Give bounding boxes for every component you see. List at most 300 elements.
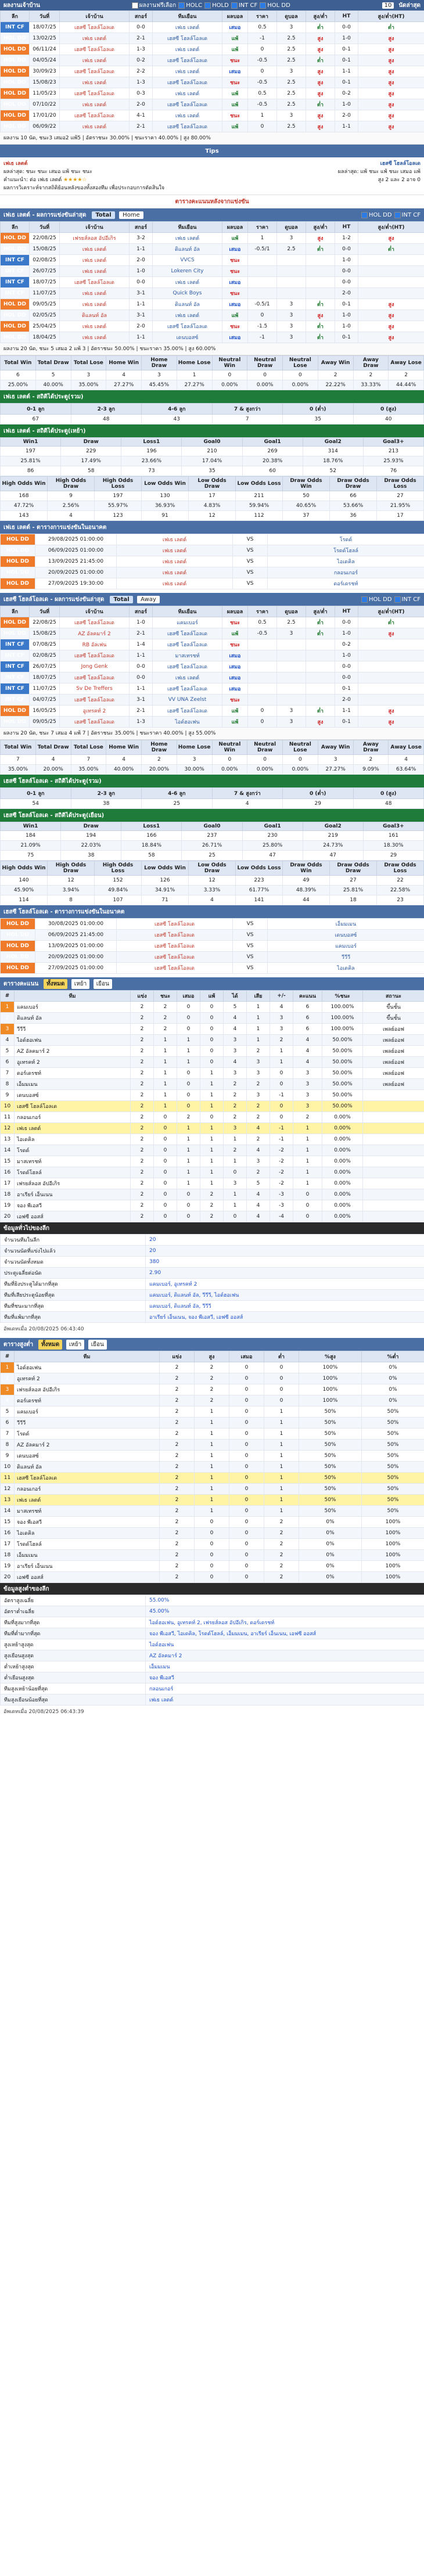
match-ou-result	[306, 650, 335, 661]
team-link[interactable]: มาสเทรชท์	[15, 1506, 160, 1517]
match-result: ชนะ	[222, 617, 248, 628]
away-team-link[interactable]: เฟเธ เลตต์	[153, 110, 222, 121]
home-team-link[interactable]: เฟเธ เลตต์	[60, 255, 130, 266]
team-link[interactable]: กลอนเกอร์	[15, 1112, 131, 1123]
home-team-link[interactable]: เฟเธ เลตต์	[60, 288, 130, 299]
standings-value: 0	[270, 1068, 293, 1079]
match-score[interactable]: 2-0	[130, 321, 153, 332]
match-ht-ou	[358, 683, 424, 695]
standings-row[interactable]	[1, 1079, 424, 1090]
ou-row[interactable]	[1, 1384, 424, 1395]
away-team-link[interactable]: เฮสซี โฮลล์โอลเด	[153, 628, 222, 639]
match-row[interactable]	[1, 650, 424, 661]
filter-hold[interactable]: HOLD	[204, 1, 229, 10]
team-link[interactable]: อาเรียร์ เอ็นเนน	[15, 1561, 160, 1572]
home-team-link[interactable]: เฮสซี โฮลล์โอลเด	[60, 66, 130, 77]
filter-holc[interactable]: HOLC	[178, 1, 202, 10]
filter-holdd[interactable]: HOL DD	[361, 212, 392, 218]
totals-value: 2	[389, 370, 424, 380]
tab-total[interactable]: Total	[92, 211, 114, 219]
match-score[interactable]: 2-1	[130, 706, 153, 717]
match-score[interactable]: 2-0	[130, 99, 153, 110]
team-link[interactable]: เดนบอสซ์	[15, 1451, 160, 1462]
filter-holdd[interactable]: HOL DD	[361, 596, 392, 603]
away-team-link[interactable]: เฟเธ เลตต์	[153, 672, 222, 683]
fixture-row[interactable]	[1, 930, 424, 941]
team-link[interactable]: เอ็มมเมน	[15, 1550, 160, 1561]
standings-value: 2	[200, 1189, 224, 1200]
team-link[interactable]: ไอด์ฮอเฟน	[15, 1362, 160, 1373]
checkbox-icon[interactable]	[260, 2, 266, 9]
match-row[interactable]	[1, 321, 424, 332]
home-team-link[interactable]: เฟเธ เลตต์	[60, 332, 130, 343]
filter-intcf[interactable]: INT CF	[394, 596, 421, 603]
match-row[interactable]	[1, 717, 424, 728]
away-team-link[interactable]: Lokeren City	[153, 266, 222, 277]
match-row[interactable]	[1, 683, 424, 695]
standings-value	[363, 1090, 424, 1101]
standings-row[interactable]	[1, 1167, 424, 1178]
ou-row[interactable]	[1, 1462, 424, 1473]
home-team-link[interactable]: Jong Genk	[60, 661, 130, 672]
away-team-link[interactable]: เฮสซี โฮลล์โอลเด	[153, 683, 222, 695]
match-score[interactable]: 2-1	[130, 628, 153, 639]
away-team-link[interactable]: มาสเทรชท์	[153, 650, 222, 661]
filter-holdd[interactable]: HOL DD	[260, 1, 290, 10]
team-link[interactable]: โรดด์	[15, 1145, 131, 1156]
match-score[interactable]: 1-3	[130, 77, 153, 88]
away-team-link[interactable]: Quick Boys	[153, 288, 222, 299]
checkbox-icon[interactable]	[231, 2, 238, 9]
standings-value: 0	[200, 1112, 224, 1123]
tab-away[interactable]: Away	[137, 596, 160, 603]
team-link[interactable]: อูเทรคท์ 2	[15, 1373, 160, 1384]
standings-row[interactable]	[1, 1112, 424, 1123]
match-score[interactable]: 0-2	[130, 55, 153, 66]
team-link[interactable]: AZ อัลคมาร์ 2	[15, 1046, 131, 1057]
away-team-link[interactable]: เฮสซี โฮลล์โอลเด	[153, 55, 222, 66]
match-row[interactable]	[1, 110, 424, 121]
odds-grid-value: 3.94%	[48, 886, 95, 895]
away-team-link[interactable]: เฮสซี โฮลล์โอลเด	[153, 661, 222, 672]
match-date: 09/05/25	[30, 717, 60, 728]
home-team-link[interactable]: เฟเธ เลตต์	[117, 545, 233, 556]
match-score[interactable]: 4-1	[130, 110, 153, 121]
standings-row[interactable]	[1, 1134, 424, 1145]
home-team-link[interactable]: เฮสซี โฮลล์โอลเด	[117, 952, 233, 963]
team-link[interactable]: ดอร์เดรชท์	[15, 1068, 131, 1079]
match-row[interactable]	[1, 332, 424, 343]
home-team-link[interactable]: RB อัลเฟน	[60, 639, 130, 650]
away-odds-grid	[0, 861, 424, 905]
team-link[interactable]: จอง พีเอสวี	[15, 1200, 131, 1211]
match-score[interactable]: 1-0	[130, 617, 153, 628]
tab-home[interactable]: เหย้า	[71, 979, 89, 989]
count-select[interactable]: 10	[382, 2, 394, 9]
team-link[interactable]: วีวีวี	[15, 1417, 160, 1429]
standings-value: 2	[131, 1178, 154, 1189]
ou-row[interactable]	[1, 1473, 424, 1484]
match-row[interactable]	[1, 55, 424, 66]
ou-row[interactable]	[1, 1506, 424, 1517]
home-team-link[interactable]: เฟรยส์ลอส อัปอีเกิร	[60, 233, 130, 244]
column-header: HT	[335, 11, 358, 22]
totals-header: Away Draw	[353, 740, 389, 755]
match-row[interactable]	[1, 288, 424, 299]
ou-value: 2	[195, 1362, 229, 1373]
ou-row[interactable]	[1, 1417, 424, 1429]
match-row[interactable]	[1, 66, 424, 77]
ou-value: 0	[229, 1429, 264, 1440]
match-score[interactable]: 1-1	[130, 299, 153, 310]
home-team-link[interactable]: อูเทรคท์ 2	[60, 706, 130, 717]
home-team-link[interactable]: เฮสซี โฮลล์โอลเด	[60, 22, 130, 33]
standings-row[interactable]	[1, 1090, 424, 1101]
goal-band-value: 43	[142, 415, 213, 424]
match-score[interactable]: 3-1	[130, 695, 153, 706]
fixture-row[interactable]	[1, 941, 424, 952]
match-score[interactable]: 0-3	[130, 88, 153, 99]
match-row[interactable]	[1, 233, 424, 244]
ou-row[interactable]	[1, 1484, 424, 1495]
match-row[interactable]	[1, 244, 424, 255]
match-score[interactable]: 1-4	[130, 639, 153, 650]
match-row[interactable]	[1, 44, 424, 55]
match-score[interactable]: 0-0	[130, 277, 153, 288]
match-row[interactable]	[1, 77, 424, 88]
standings-row[interactable]	[1, 1101, 424, 1112]
standings-value: 1	[247, 1024, 270, 1035]
ou-row[interactable]	[1, 1395, 424, 1406]
tab-home[interactable]: Home	[119, 211, 143, 219]
fixture-row[interactable]	[1, 919, 424, 930]
home-team-link[interactable]: เฟเธ เลตต์	[117, 578, 233, 589]
checkbox-icon[interactable]	[394, 212, 401, 218]
ou-row[interactable]	[1, 1440, 424, 1451]
team-link[interactable]: เอฟซี ออสส์	[15, 1572, 160, 1583]
match-ou-result: ต่ำ	[306, 321, 335, 332]
home-team-link[interactable]: เฮสซี โฮลล์โอลเด	[117, 919, 233, 930]
tab-away[interactable]: เยือน	[88, 1340, 107, 1350]
match-score[interactable]: 3-1	[130, 288, 153, 299]
match-row[interactable]	[1, 639, 424, 650]
home-team-link[interactable]: เฟเธ เลตต์	[60, 121, 130, 132]
standings-value: 2	[131, 1101, 154, 1112]
home-team-link[interactable]: เฟเธ เลตต์	[117, 556, 233, 567]
match-odds	[248, 661, 277, 672]
standings-link[interactable]: ตารางคะแนนหลังจากแข่งขัน	[0, 195, 424, 208]
home-team-link[interactable]: เฟเธ เลตต์	[60, 321, 130, 332]
standings-value: 1	[224, 1134, 247, 1145]
standings-row[interactable]	[1, 1068, 424, 1079]
ou-row[interactable]	[1, 1451, 424, 1462]
match-score[interactable]: 3-1	[130, 310, 153, 321]
fixture-row[interactable]	[1, 952, 424, 963]
home-team-link[interactable]: เฟเธ เลตต์	[117, 534, 233, 545]
match-score[interactable]: 1-3	[130, 717, 153, 728]
away-team-link[interactable]: เฟเธ เลตต์	[153, 66, 222, 77]
ou-row[interactable]	[1, 1429, 424, 1440]
match-row[interactable]	[1, 672, 424, 683]
match-score[interactable]: 0-0	[130, 22, 153, 33]
team-link[interactable]: ดิแลนท์ อัล	[15, 1462, 160, 1473]
away-team-link[interactable]: โรดด์	[268, 534, 424, 545]
away-team-link[interactable]: เดนบอสซ์	[268, 930, 424, 941]
match-score[interactable]: 2-0	[130, 255, 153, 266]
fixture-row[interactable]	[1, 545, 424, 556]
standings-row[interactable]	[1, 1178, 424, 1189]
match-score[interactable]: 0-0	[130, 661, 153, 672]
tab-all[interactable]: ทั้งหมด	[38, 1340, 62, 1350]
ou-row[interactable]	[1, 1406, 424, 1417]
match-score[interactable]: 1-1	[130, 332, 153, 343]
home-team-link[interactable]: เฮสซี โฮลล์โอลเด	[60, 277, 130, 288]
team-link[interactable]: วีวีวี	[15, 1024, 131, 1035]
team-link[interactable]: เฮสซี โฮลล์โอลเด	[15, 1101, 131, 1112]
home-team-link[interactable]: เฮสซี โฮลล์โอลเด	[60, 88, 130, 99]
team-link[interactable]: กลอนเกอร์	[15, 1484, 160, 1495]
goal-grid-header: Goal1	[242, 438, 303, 447]
match-score[interactable]: 2-2	[130, 66, 153, 77]
standings-row[interactable]	[1, 1057, 424, 1068]
away-team-link[interactable]: ดิแลนท์ อัล	[153, 244, 222, 255]
away-team-link[interactable]: ไอด์ฮอเฟน	[153, 717, 222, 728]
team-link[interactable]: มาสเทรชท์	[15, 1156, 131, 1167]
away-team-link[interactable]: VVCS	[153, 255, 222, 266]
home-team-link[interactable]: เฮสซี โฮลล์โอลเด	[60, 672, 130, 683]
match-row[interactable]	[1, 88, 424, 99]
goal-grid-value: 18.30%	[363, 841, 423, 851]
match-row[interactable]	[1, 310, 424, 321]
away-team-link[interactable]: เฟเธ เลตต์	[153, 310, 222, 321]
team-link[interactable]: AZ อัลคมาร์ 2	[15, 1440, 160, 1451]
standings-row[interactable]	[1, 1024, 424, 1035]
away-team-link[interactable]: กลอนเกอร์	[268, 567, 424, 578]
match-score[interactable]: 0-0	[130, 672, 153, 683]
home-team-link[interactable]: เฟเธ เลตต์	[60, 299, 130, 310]
standings-row[interactable]	[1, 1189, 424, 1200]
team-link[interactable]: เฮสซี โฮลล์โอลเด	[15, 1473, 160, 1484]
team-link[interactable]: เอ็มมเมน	[15, 1079, 131, 1090]
away-team-link[interactable]: เฟเธ เลตต์	[153, 22, 222, 33]
checkbox-icon[interactable]	[361, 212, 368, 218]
home-team-link[interactable]: เฮสซี โฮลล์โอลเด	[60, 650, 130, 661]
team-link[interactable]: เฟเธ เลตต์	[15, 1123, 131, 1134]
odds-grid-header: High Odds Draw	[48, 861, 95, 876]
home-team-link[interactable]: เฟเธ เลตต์	[60, 99, 130, 110]
match-score[interactable]: 1-1	[130, 650, 153, 661]
away-team-link[interactable]: VV UNA Zeelst	[153, 695, 222, 706]
ou-row[interactable]	[1, 1373, 424, 1384]
home-team-link[interactable]: เฮสซี โฮลล์โอลเด	[60, 695, 130, 706]
match-score[interactable]: 1-3	[130, 44, 153, 55]
ou-row[interactable]	[1, 1572, 424, 1583]
match-row[interactable]	[1, 661, 424, 672]
ou-row[interactable]	[1, 1362, 424, 1373]
match-score[interactable]: 1-0	[130, 266, 153, 277]
team-link[interactable]: เฟรยส์ลอส อัปอีเกิร	[15, 1384, 160, 1395]
match-row[interactable]	[1, 22, 424, 33]
league-badge: HOL DD	[1, 44, 30, 55]
ou-row[interactable]	[1, 1495, 424, 1506]
standings-row[interactable]	[1, 1123, 424, 1134]
home-team-link[interactable]: เฟเธ เลตต์	[60, 77, 130, 88]
match-date: 18/07/25	[30, 22, 60, 33]
tab-total[interactable]: Total	[110, 596, 132, 603]
ou-row[interactable]	[1, 1528, 424, 1539]
home-team-link[interactable]: เฮสซี โฮลล์โอลเด	[60, 44, 130, 55]
fixture-row[interactable]	[1, 578, 424, 589]
ou-row[interactable]	[1, 1539, 424, 1550]
checkbox-icon[interactable]	[394, 596, 401, 603]
home-team-link[interactable]: เฟเธ เลตต์	[117, 567, 233, 578]
home-team-link[interactable]: AZ อัลคมาร์ 2	[60, 628, 130, 639]
fixture-row[interactable]	[1, 556, 424, 567]
match-row[interactable]	[1, 706, 424, 717]
home-team-link[interactable]: เฮสซี โฮลล์โอลเด	[60, 110, 130, 121]
filter-all[interactable]: ผลงานฟรีเลือก	[132, 1, 176, 10]
home-team-link[interactable]: เฮสซี โฮลล์โอลเด	[60, 717, 130, 728]
ou-value: 0	[229, 1384, 264, 1395]
match-score[interactable]: 2-1	[130, 33, 153, 44]
away-team-link[interactable]: เฮสซี โฮลล์โอลเด	[153, 706, 222, 717]
match-row[interactable]	[1, 121, 424, 132]
tab-away[interactable]: เยือน	[94, 979, 112, 989]
match-row[interactable]	[1, 299, 424, 310]
team-link[interactable]: ไอเดคิล	[15, 1528, 160, 1539]
checkbox-icon[interactable]	[132, 2, 138, 9]
match-row[interactable]	[1, 255, 424, 266]
away-team-link[interactable]: โรดด์โฮลล์	[268, 545, 424, 556]
match-row[interactable]	[1, 99, 424, 110]
team-link[interactable]: อูเทรคท์ 2	[15, 1057, 131, 1068]
away-team-link[interactable]: เฮสซี โฮลล์โอลเด	[153, 33, 222, 44]
team-link[interactable]: แคมเบอร์	[15, 1406, 160, 1417]
fixture-row[interactable]	[1, 534, 424, 545]
tab-all[interactable]: ทั้งหมด	[44, 979, 67, 989]
team-link[interactable]: ไอเดคิล	[15, 1134, 131, 1145]
filter-intcf[interactable]: INT CF	[231, 1, 257, 10]
standings-row[interactable]	[1, 1046, 424, 1057]
odds-grid-value: 17	[189, 491, 236, 501]
match-score[interactable]: 1-1	[130, 244, 153, 255]
checkbox-icon[interactable]	[204, 2, 211, 9]
fixture-row[interactable]	[1, 963, 424, 974]
checkbox-icon[interactable]	[178, 2, 185, 9]
away-team-link[interactable]: เฟเธ เลตต์	[153, 88, 222, 99]
standings-row[interactable]	[1, 1211, 424, 1222]
standings-value: 0	[177, 1200, 200, 1211]
team-link[interactable]: อาเรียร์ เอ็นเนน	[15, 1189, 131, 1200]
away-team-link[interactable]: เฟเธ เลตต์	[153, 44, 222, 55]
match-row[interactable]	[1, 266, 424, 277]
checkbox-icon[interactable]	[361, 596, 368, 603]
standings-row[interactable]	[1, 1145, 424, 1156]
away-team-link[interactable]: เฮสซี โฮลล์โอลเด	[153, 639, 222, 650]
away-team-link[interactable]: เดนบอสซ์	[153, 332, 222, 343]
team-link[interactable]: เฟเธ เลตต์	[15, 1495, 160, 1506]
ou-row[interactable]	[1, 1550, 424, 1561]
match-row[interactable]	[1, 628, 424, 639]
fixture-row[interactable]	[1, 567, 424, 578]
team-link[interactable]: ดอร์เดรชท์	[15, 1395, 160, 1406]
home-team-link[interactable]: เฮสซี โฮลล์โอลเด	[117, 941, 233, 952]
standings-header: +/-	[270, 991, 293, 1002]
match-row[interactable]	[1, 277, 424, 288]
match-row[interactable]	[1, 617, 424, 628]
team-link[interactable]: โรดด์โฮลล์	[15, 1539, 160, 1550]
away-team-link[interactable]: เฮสซี โฮลล์โอลเด	[153, 77, 222, 88]
standings-value: 0	[177, 1090, 200, 1101]
ou-row[interactable]	[1, 1561, 424, 1572]
away-team-link[interactable]: ดอร์เดรชท์	[268, 578, 424, 589]
match-row[interactable]	[1, 695, 424, 706]
away-team-link[interactable]: เฮสซี โฮลล์โอลเด	[153, 99, 222, 110]
info-label: อัตราต่ำเฉลี่ย	[1, 1606, 146, 1617]
home-team-link[interactable]: ดิแลนท์ อัล	[60, 310, 130, 321]
team-link[interactable]: จอง พีเอสวี	[15, 1517, 160, 1528]
home-team-link[interactable]: เฮสซี โฮลล์โอลเด	[117, 963, 233, 974]
standings-row[interactable]	[1, 1002, 424, 1013]
away-team-link[interactable]: แคมเบอร์	[153, 617, 222, 628]
standings-row[interactable]	[1, 1156, 424, 1167]
match-row[interactable]	[1, 33, 424, 44]
team-link[interactable]: โรดด์	[15, 1429, 160, 1440]
home-team-link[interactable]: เฮสซี โฮลล์โอลเด	[117, 930, 233, 941]
team-link[interactable]: ดิแลนท์ อัล	[15, 1013, 131, 1024]
team-link[interactable]: โรดด์โฮลล์	[15, 1167, 131, 1178]
ou-value: 2	[195, 1373, 229, 1384]
standings-row[interactable]	[1, 1013, 424, 1024]
away-team-link[interactable]: เฮสซี โฮลล์โอลเด	[153, 321, 222, 332]
home-team-link[interactable]: เฮสซี โฮลล์โอลเด	[60, 617, 130, 628]
away-team-link[interactable]: แคมเบอร์	[268, 941, 424, 952]
home-team-link[interactable]: เฟเธ เลตต์	[60, 244, 130, 255]
standings-value: -1	[270, 1123, 293, 1134]
team-link[interactable]: ไอด์ฮอเฟน	[15, 1035, 131, 1046]
home-team-link[interactable]: เฟเธ เลตต์	[60, 55, 130, 66]
standings-row[interactable]	[1, 1200, 424, 1211]
match-result: แพ้	[222, 717, 248, 728]
away-team-link[interactable]: เฟเธ เลตต์	[153, 277, 222, 288]
match-ht-ou	[358, 672, 424, 683]
home-team-link[interactable]: เฟเธ เลตต์	[60, 33, 130, 44]
team-link[interactable]: แคมเบอร์	[15, 1002, 131, 1013]
away-team-link[interactable]: วีวีวี	[268, 952, 424, 963]
match-score[interactable]: 3-2	[130, 233, 153, 244]
team-link[interactable]: เอฟซี ออสส์	[15, 1211, 131, 1222]
away-team-link[interactable]: เฟเธ เลตต์	[153, 233, 222, 244]
team-link[interactable]: เดนบอสซ์	[15, 1090, 131, 1101]
standings-value: 1	[293, 1145, 322, 1156]
away-team-link[interactable]: ไอเดคิล	[268, 556, 424, 567]
match-score[interactable]: 2-1	[130, 121, 153, 132]
home-team-link[interactable]: เฟเธ เลตต์	[60, 266, 130, 277]
away-team-link[interactable]: ไอเดคิล	[268, 963, 424, 974]
home-team-link[interactable]: Sv De Treffers	[60, 683, 130, 695]
tab-home[interactable]: เหย้า	[66, 1340, 84, 1350]
away-team-link[interactable]: เอ็มมเมน	[268, 919, 424, 930]
away-team-link[interactable]: ดิแลนท์ อัล	[153, 299, 222, 310]
filter-intcf[interactable]: INT CF	[394, 212, 421, 218]
team-link[interactable]: เฟรยส์ลอส อัปอีเกิร	[15, 1178, 131, 1189]
ou-value: 50%	[299, 1484, 362, 1495]
match-ht-score: 0-0	[335, 277, 358, 288]
match-score[interactable]: 1-1	[130, 683, 153, 695]
away-team-link[interactable]: เฮสซี โฮลล์โอลเด	[153, 121, 222, 132]
ou-row[interactable]	[1, 1517, 424, 1528]
standings-row[interactable]	[1, 1035, 424, 1046]
